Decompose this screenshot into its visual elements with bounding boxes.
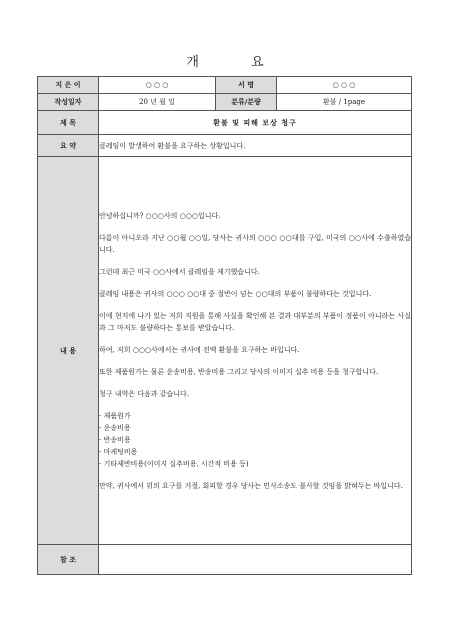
book-title-label: 서 명	[216, 77, 277, 94]
summary-label: 요 약	[38, 135, 99, 157]
content-label: 내 용	[38, 157, 99, 545]
row-subject	[38, 111, 412, 135]
claim-item: - 기타제반비용(이미지 실추비용, 시간적 비용 등)	[99, 459, 249, 468]
category-value: 환불 / 1page	[277, 94, 412, 111]
author-label: 지 은 이	[38, 77, 99, 94]
content-paragraph: 그런데 최근 미국 ○○사에서 클레임을 제기했습니다.	[99, 267, 260, 276]
date-label: 작성일자	[38, 94, 99, 111]
content-paragraph: 청구 내역은 다음과 같습니다.	[99, 389, 190, 398]
document-title: 개 요	[186, 55, 288, 70]
row-summary	[38, 135, 412, 157]
row-reference	[38, 545, 412, 575]
claim-item: - 제품원가	[99, 411, 131, 420]
claim-item: - 운송비용	[99, 423, 131, 432]
content-paragraph: 다름이 아니오라 지난 ○○월 ○○일, 당사는 귀사의 ○○○ ○○대를 구입, 미국의 ○○사에 수출하였습니다.	[99, 233, 411, 254]
outline-form-table	[37, 76, 412, 575]
reference-label: 참 조	[38, 545, 99, 575]
content-paragraph: 안녕하십니까? ○○○사의 ○○○입니다.	[99, 211, 221, 220]
content-paragraph: 하여, 저희 ○○○사에서는 귀사에 전액 환불을 요구하는 바입니다.	[99, 345, 300, 354]
subject-label: 제 목	[38, 111, 99, 135]
category-label: 분류/분량	[216, 94, 277, 111]
subject-value: 환불 및 피해 보상 청구	[99, 111, 412, 135]
content-paragraph: 이에 현지에 나가 있는 저희 직원을 통해 사실을 확인해 본 결과 대부분의 부품이 정품이 아니라는 사실과 그 마저도 불량하다는 통보를 받았습니다.	[99, 311, 411, 332]
summary-value: 클레임이 발생하여 환불을 요구하는 상황입니다.	[99, 135, 412, 157]
date-value: 20 년 월 일	[99, 94, 216, 111]
content-paragraph: 클레임 내용은 귀사의 ○○○ ○○대 중 절반이 넘는 ○○대의 부품이 불량하다는 것입니다.	[99, 289, 372, 298]
claim-item: - 마케팅비용	[99, 447, 138, 456]
book-title-value: ○ ○ ○	[277, 77, 412, 94]
content-closing: 만약, 귀사에서 위의 요구를 거절, 회피할 경우 당사는 민사소송도 불사할 것임을 밝혀두는 바입니다.	[99, 481, 403, 490]
content-paragraph: 또한 제품원가는 물론 운송비용, 반송비용 그리고 당사의 이미지 실추 비용 등을 청구합니다.	[99, 367, 379, 376]
row-date	[38, 94, 412, 111]
claim-items-list	[99, 410, 411, 470]
content-body	[99, 157, 412, 545]
row-author	[38, 77, 412, 94]
reference-value	[99, 545, 412, 575]
row-content	[38, 157, 412, 545]
claim-item: - 반송비용	[99, 435, 131, 444]
author-value: ○ ○ ○	[99, 77, 216, 94]
